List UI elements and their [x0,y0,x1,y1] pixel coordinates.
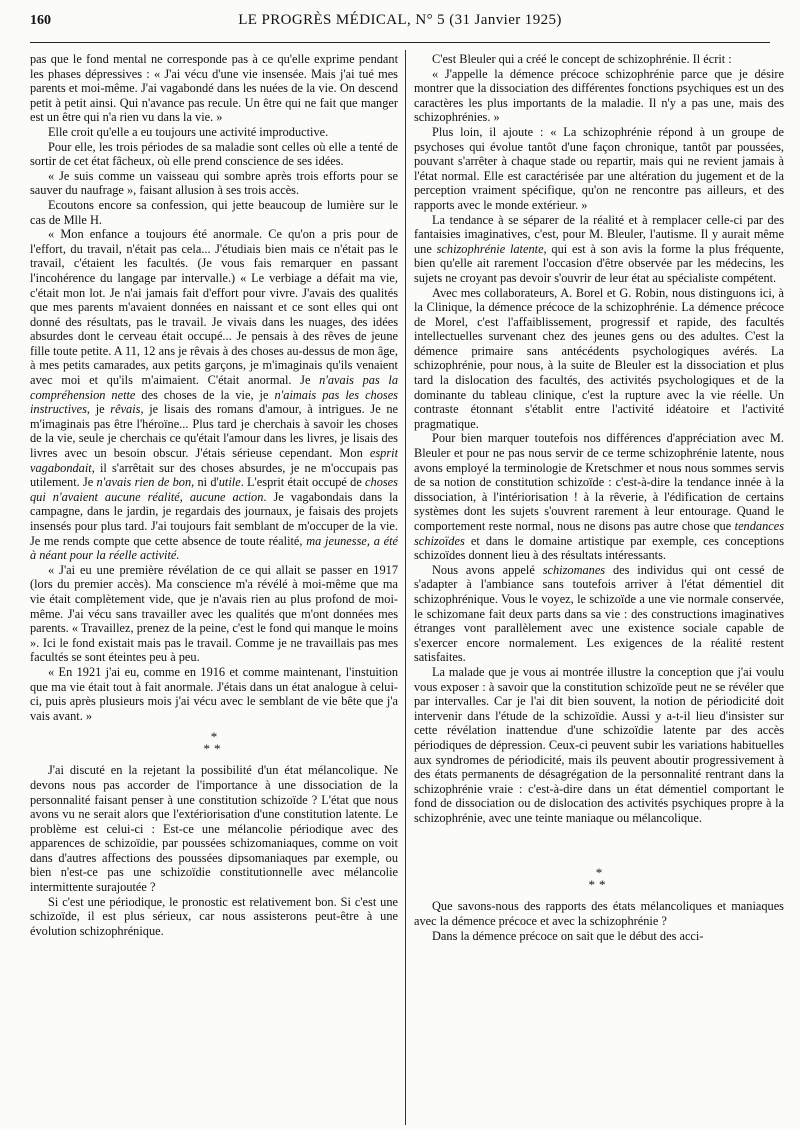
italic-run: n'avais pas la compréhension nette [30,373,398,402]
italic-run: schizophrénie latente [436,241,544,256]
text-run: . L'esprit était occupé de [240,475,366,490]
text-run: Pour bien marquer toutefois nos différences d'appréciation avec M. Bleuler et pour ne pas nous servir de ce terme schizophrénie latente, nous avons employé la terminologie de Kretschmer et nous nous sommes servis de sa notion de constitution schizoïde : c'est-à-dire la tendance innée à la dissociation, à l'intériorisation ! à la rêverie, à l'édification de certains systèmes dont les sujets s'ouvrent rarement à leur entourage. Quand le comportement reste normal, nous ne disons pas autre chose que [414,431,784,533]
text-run: et dans le domaine artistique par exemple, ces conceptions schizoïdes donnent lieu à des résultats intéressants. [414,533,784,563]
paragraph: pas que le fond mental ne corresponde pas à ce qu'elle exprime pendant les phases dépressives : « J'ai vécu d'une vie insensée. Mais j'ai tué mes parents et moi-même. J'ai vagabondé dans les nuées de la vie. On descend petit à petit ainsi. Qui n'avance pas recule. Un être qui ne fait que manger est un être qui n'a rien vu dans la vie. » [30,52,398,125]
paragraph: Avec mes collaborateurs, A. Borel et G. Robin, nous distinguons ici, à la Clinique, la démence précoce de la schizophrénie. La démence précoce de Morel, c'est l'affaiblissement, progressif et rapide, des facultés intellectuelles survenant chez des jeunes gens ou des adultes. C'est la démence primaire sans antécédents psychologiques avérés. La schizophrénie, pour nous, à la suite de Bleuler est la dissociation et plus tard la dislocation des facultés, des activités psychologiques et de la dominante du tableau clinique, c'est la rupture avec la vie réelle. Un contraste étonnant s'établit entre l'activité idéatoire et l'activité pragmatique. [414,285,784,431]
paragraph: « Je suis comme un vaisseau qui sombre après trois efforts pour se sauver du naufrage », faisant allusion à ses trois accès. [30,168,398,198]
header-rule [30,42,770,43]
text-run: , il s'arrêtait sur des choses absurdes, je ne m'occupais pas utilement. Je [30,460,398,490]
paragraph: « En 1921 j'ai eu, comme en 1916 et comme maintenant, l'instuition que ma vie était tout à fait anormale. J'étais dans un état analogue à celui-ci, puis après plusieurs mois j'ai vécu avec le semblant de vie bête que j'a vais avant. » [30,664,398,723]
text-run: La tendance à se séparer de la réalité et à remplacer celle-ci par des fantaisies imaginatives, c'est, pour M. Bleuler, l'autisme. Il y aurait même une [414,212,784,256]
text-run: , je [86,402,111,417]
italic-run: tendances schizoïdes [414,519,784,548]
paragraph: La malade que je vous ai montrée illustre la conception que j'ai voulu vous exposer : à savoir que la constitution schizoïde peut ne se révéler que par intervalles. Car je l'ai dit bien souvent, la notion de périodicité doit intervenir dans l'étude de la schizoïdie. Aussi y a-t-il lieu d'insister sur cette révélation inattendue d'une schizoïdie latente par des accès périodiques de dépression. Ceux-ci peuvent subir les variations habituelles aux syndromes de périodicité, mais ils peuvent aboutir progressivement à des états permanents de désagrégation de la personnalité rentrant dans la schizophrénie vraie : c'est-à-dire dans un état démentiel comportant le fond de dissociation ou de dislocation des activités psychiques propre à la schizophrénie, avec une teinte maniaque ou mélancolique. [414,664,784,825]
separator-stars: ** [203,741,225,757]
journal-title: LE PROGRÈS MÉDICAL, N° 5 (31 Janvier 1925) [238,12,562,28]
text-run: , ni d' [191,475,219,490]
paragraph: Que savons-nous des rapports des états mélancoliques et maniaques avec la démence précoce et avec la schizophrénie ? [414,899,784,929]
italic-run: ma jeunesse, a été à néant pour la réelle activité. [30,533,398,563]
text-run: . Je vagabondais dans la campagne, dans le jardin, je regardais des journaux, je faisais des projets insensés pour plus tard. J'ai toujours fait semblant de m'occuper de la vie. Je me rends compte que cette absence de toute réalité, [30,489,398,548]
paragraph: Plus loin, il ajoute : « La schizophrénie répond à un groupe de psychoses qui évolue tantôt d'une façon chronique, tantôt par poussées, pouvant s'arrêter à chaque stade ou repartir, mais qui ne revient jamais à l'état normal. Elle est caractérisée par une altération du jugement et de la perception vraiment spécifique, qu'on ne rencontre pas ailleurs, et des rapports avec le monde extérieur. » [414,124,784,212]
separator-stars: ** [588,877,610,893]
italic-run: n'aimais pas les choses instructives [30,387,398,417]
text-run: « Mon enfance a toujours été anormale. Ce qu'on a pris pour de l'effort, du travail, n'était pas cela... J'étudiais bien mais ce n'était pas le travail, c'étaient les facultés. (Je vous fais remarquer en passant l'incohérence du langage par intervalle.) « Le verbiage a défait ma vie, c'était mon lot. Je n'ai jamais fait d'effort pour vivre. J'avais des qualités que mes parents m'avaient données en naissant et ce sont elles qui ont donné des résultats, pas le travail. Je vivais dans les nuages, des idées absurdes dont le cerveau était occupé... Je pensais à des rêves de jeune fille toute petite. A 11, 12 ans je rêvais à des choses au-dessus de mon âge, à mes petits camarades, aux petits garçons, je m'imaginais qu'ils venaient avec moi et qu'ils m'aimaient. C'était anormal. Je [30,227,398,388]
paragraph [414,213,784,286]
paragraph: J'ai discuté en la rejetant la possibilité d'un état mélancolique. Ne devons nous pas accorder de l'importance à une dissociation de la personnalité faisant penser à une constitution schizoïde ? L'état que nous avons vu ne serait alors que l'extériorisation d'une constitution latente. Le problème est celui-ci : Est-ce une mélancolie périodique avec des apparences de schizoïdie, par poussées schizomaniaques, comme on voit dans d'autres affections des poussées dipsomaniaques par exemple, ou bien n'est-ce pas une schizoïdie constitutionnelle avec mélancolie intermittente surajoutée ? [30,763,398,895]
paragraph [30,227,398,563]
section-separator [414,867,784,891]
paragraph [414,563,784,665]
italic-run: choses qui n'avaient aucune réalité, aucune action [30,475,398,504]
paragraph: Dans la démence précoce on sait que le début des acci- [432,928,704,943]
paragraph: « J'appelle la démence précoce schizophrénie parce que je désire montrer que la dissociation des différentes fonctions psychiques est un des caractères les plus importants de la maladie. Il n'y a pas une, mais des schizophrénies. » [414,66,784,125]
text-run: des individus qui ont cessé de s'adapter à l'ambiance sans toutefois arriver à l'état démentiel dit schizophrénique. Vous le voyez, le schizoïde a une vie normale conservée, le schizomane fait deux parts dans sa vie : des constructions imaginatives étranges vont parallèlement avec une existence sociale capable de s'exercer encore normalement. Les exigences de la réalité restent satisfaites. [414,562,784,665]
paragraph: Elle croit qu'elle a eu toujours une activité improductive. [48,124,329,139]
page-header [30,12,770,42]
paragraph: Ecoutons encore sa confession, qui jette beaucoup de lumière sur le cas de Mlle H. [30,197,398,227]
italic-run: rêvais [110,402,141,417]
left-column [30,52,398,1122]
paragraph: « J'ai eu une première révélation de ce qui allait se passer en 1917 (lors du premier accès). Ma conscience m'a révélé à moi-même que ma vie était complètement vide, que je n'avais rien au plus profond de moi-même. J'ai vécu sans travailler avec les qualités que m'ont données mes parents. « Travaillez, prenez de la peine, c'est le fond qui manque le moins ». Ici le fond existait mais pas le travail. Comme je ne travaillais pas mes facultés se sont éteintes peu à peu. [30,562,398,665]
paragraph [414,431,784,562]
column-divider [405,50,406,1125]
text-run: Nous avons appelé [432,562,543,577]
paragraph: Si c'est une périodique, le pronostic est relativement bon. Si c'est une schizoïde, il est plus sérieux, car nous assisterons peut-être à une évolution schizophrénique. [30,894,398,938]
paragraph: C'est Bleuler qui a créé le concept de schizophrénie. Il écrit : [432,52,732,66]
blank-space [414,825,784,859]
text-run: , qui est à son avis la forme la plus fréquente, bien qu'elle ait rarement l'occasion d'être observée par les médecins, les sujets ne croyant pas devoir s'ouvrir de leur état au spécialiste compétent. [414,241,784,285]
right-column [414,52,784,1122]
italic-run: esprit vagabondait [30,446,398,475]
text-run: des choses de la vie, je [135,387,275,402]
separator-star: * [595,865,603,881]
paragraph: Pour elle, les trois périodes de sa maladie sont celles où elle a tenté de sortir de cet état fâcheux, où elle prend conscience de ses idées. [30,139,398,169]
italic-run: schizomanes [542,562,606,577]
italic-run: utile [218,475,241,490]
page-number: 160 [30,13,51,28]
section-separator [30,731,398,755]
italic-run: n'avais rien de bon [96,475,192,490]
separator-star: * [210,729,218,745]
text-run: , je lisais des romans d'amour, à intrigues. Je ne m'imaginais pas être l'héroïne... Plus tard je cherchais à savoir les choses de la vie, seule je cherchais ce qu'était l'amour dans les livres, je lisais des livres avec un besoin obscur. J'étais sérieuse cependant. Mon [30,402,398,461]
